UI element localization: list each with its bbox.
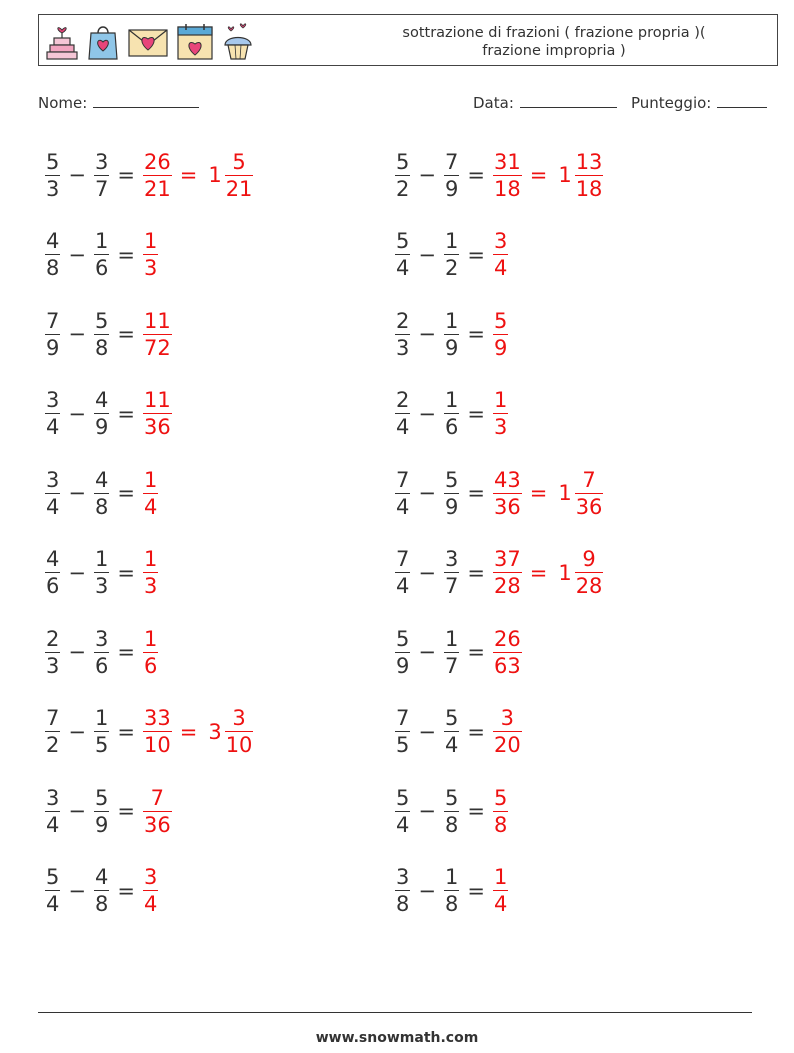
second-fraction-numerator: 3: [444, 547, 459, 571]
answer-fraction-numerator: 33: [143, 706, 171, 730]
answer-fraction: [493, 626, 522, 679]
second-fraction-numerator: 5: [94, 785, 109, 810]
answer-fraction-denominator: 4: [143, 494, 158, 519]
problem-8: [394, 384, 509, 444]
problem-5: [44, 304, 173, 364]
problem-17: [44, 781, 173, 841]
equals-sign: =: [467, 481, 485, 505]
second-fraction-denominator: 9: [444, 494, 459, 519]
answer-fraction: [493, 467, 522, 520]
first-fraction: [395, 546, 410, 599]
date-label: Data:: [473, 94, 514, 112]
answer-fraction-numerator: 26: [493, 626, 521, 651]
gift-bag-icon: [86, 21, 120, 61]
cake-icon: [45, 21, 79, 61]
equals-sign: =: [117, 640, 135, 664]
equals-sign: =: [467, 640, 485, 664]
first-fraction-numerator: 4: [46, 229, 60, 253]
first-fraction-numerator: 4: [46, 547, 60, 571]
second-fraction-numerator: 3: [94, 626, 109, 651]
minus-sign: −: [418, 799, 436, 823]
answer-fraction-numerator: 5: [493, 308, 508, 333]
problem-16: [394, 702, 523, 762]
answer-fraction: [493, 546, 522, 599]
answer-fraction-denominator: 63: [493, 653, 521, 678]
first-fraction-numerator: 2: [396, 308, 410, 333]
second-fraction-numerator: 1: [444, 229, 459, 253]
answer-fraction-numerator: 43: [493, 467, 521, 492]
second-fraction-numerator: 1: [444, 388, 459, 412]
first-fraction: [395, 308, 410, 361]
problem-20: [394, 861, 509, 921]
answer-fraction-denominator: 18: [493, 176, 521, 201]
first-fraction-numerator: 7: [396, 467, 410, 492]
minus-sign: −: [418, 719, 436, 744]
second-fraction: [444, 308, 459, 361]
mixed-whole-number: 3: [208, 719, 222, 744]
answer-fraction: [143, 387, 172, 440]
answer-fraction-numerator: 1: [143, 547, 158, 571]
first-fraction: [395, 864, 410, 917]
first-fraction-numerator: 3: [46, 467, 60, 492]
second-fraction-denominator: 8: [94, 494, 109, 519]
answer-fraction-numerator: 1: [143, 467, 158, 492]
second-fraction: [94, 387, 109, 440]
first-fraction: [45, 467, 60, 520]
answer-fraction-denominator: 36: [493, 494, 521, 519]
equals-sign: =: [467, 719, 485, 744]
second-fraction-numerator: 5: [444, 706, 459, 730]
second-fraction-numerator: 1: [94, 229, 109, 253]
minus-sign: −: [418, 481, 436, 505]
mixed-fraction-numerator: 13: [575, 149, 603, 174]
second-fraction-numerator: 5: [444, 467, 459, 492]
score-blank-line[interactable]: [717, 92, 767, 108]
first-fraction-denominator: 4: [46, 494, 60, 519]
answer-fraction-denominator: 21: [143, 176, 171, 201]
first-fraction-denominator: 4: [396, 494, 410, 519]
answer-fraction-numerator: 1: [493, 388, 508, 412]
minus-sign: −: [68, 560, 86, 585]
second-fraction: [444, 149, 459, 202]
answer-fraction: [143, 626, 158, 679]
answer-fraction-numerator: 3: [500, 706, 515, 730]
first-fraction: [395, 387, 410, 440]
first-fraction-denominator: 4: [396, 256, 410, 280]
equals-sign: =: [117, 242, 135, 267]
minus-sign: −: [68, 322, 86, 346]
problem-2: [394, 145, 604, 205]
answer-fraction-denominator: 8: [493, 812, 508, 837]
mixed-fraction-numerator: 7: [582, 467, 596, 492]
second-fraction: [444, 864, 459, 917]
answer-fraction: [493, 228, 508, 281]
second-fraction-denominator: 4: [444, 733, 459, 757]
minus-sign: −: [418, 640, 436, 664]
mixed-fraction-denominator: 10: [225, 733, 253, 757]
answer-fraction-numerator: 7: [150, 785, 165, 810]
equals-sign: =: [117, 878, 135, 903]
equals-sign: =: [467, 799, 485, 823]
answer-fraction-denominator: 10: [143, 733, 171, 757]
answer-fraction-numerator: 1: [143, 626, 158, 651]
answer-fraction-numerator: 26: [143, 149, 171, 174]
footer-url: www.snowmath.com: [315, 1030, 479, 1046]
second-fraction: [444, 387, 459, 440]
first-fraction: [45, 228, 60, 281]
minus-sign: −: [418, 401, 436, 426]
first-fraction-denominator: 3: [396, 335, 410, 360]
first-fraction-numerator: 2: [396, 388, 410, 412]
first-fraction: [45, 626, 60, 679]
answer-fraction-numerator: 31: [493, 149, 521, 174]
second-fraction-denominator: 5: [94, 733, 109, 757]
second-fraction: [94, 149, 109, 202]
second-fraction-denominator: 8: [444, 892, 459, 916]
second-fraction-denominator: 9: [94, 812, 109, 837]
answer-fraction: [143, 705, 172, 758]
second-fraction-numerator: 4: [94, 467, 109, 492]
minus-sign: −: [418, 560, 436, 585]
first-fraction-numerator: 3: [396, 865, 410, 889]
mixed-fraction: [225, 149, 254, 202]
calendar-heart-icon: [176, 21, 214, 61]
first-fraction-numerator: 5: [396, 149, 410, 174]
mixed-fraction-numerator: 9: [582, 547, 596, 571]
answer-fraction-denominator: 3: [143, 574, 158, 598]
first-fraction: [45, 864, 60, 917]
equals-sign: =: [117, 322, 135, 346]
mixed-fraction: [225, 705, 254, 758]
equals-sign: =: [467, 560, 485, 585]
second-fraction-numerator: 1: [444, 626, 459, 651]
first-fraction-numerator: 2: [46, 626, 60, 651]
answer-fraction-denominator: 3: [493, 415, 508, 439]
mixed-whole-number: 1: [558, 560, 572, 585]
name-field[interactable]: [38, 92, 199, 112]
mixed-equals-sign: =: [179, 163, 198, 187]
equals-sign: =: [117, 401, 135, 426]
first-fraction-denominator: 3: [46, 176, 60, 201]
first-fraction-numerator: 3: [46, 785, 60, 810]
mixed-whole-number: 1: [558, 481, 572, 505]
second-fraction-denominator: 6: [94, 653, 109, 678]
minus-sign: −: [418, 322, 436, 346]
mixed-fraction-denominator: 18: [575, 176, 603, 201]
first-fraction-numerator: 7: [396, 706, 410, 730]
mixed-fraction: [575, 467, 604, 520]
first-fraction-denominator: 5: [396, 733, 410, 757]
equals-sign: =: [117, 560, 135, 585]
first-fraction-numerator: 5: [396, 229, 410, 253]
first-fraction: [395, 626, 410, 679]
first-fraction-denominator: 9: [396, 653, 410, 678]
second-fraction: [94, 228, 109, 281]
first-fraction-denominator: 4: [396, 812, 410, 837]
equals-sign: =: [467, 401, 485, 426]
second-fraction-numerator: 4: [94, 388, 109, 412]
equals-sign: =: [117, 799, 135, 823]
name-blank-line[interactable]: [93, 92, 199, 108]
first-fraction-denominator: 4: [46, 892, 60, 916]
problem-3: [44, 225, 159, 285]
problem-4: [394, 225, 509, 285]
problem-14: [394, 622, 523, 682]
mixed-fraction-denominator: 21: [225, 176, 253, 201]
answer-fraction-denominator: 6: [143, 653, 158, 678]
first-fraction-numerator: 7: [46, 308, 60, 333]
second-fraction-denominator: 7: [444, 574, 459, 598]
problem-15: [44, 702, 254, 762]
first-fraction-denominator: 3: [46, 653, 60, 678]
header-box: [38, 14, 778, 66]
minus-sign: −: [68, 719, 86, 744]
second-fraction: [94, 864, 109, 917]
answer-fraction: [493, 149, 522, 202]
answer-fraction-numerator: 3: [143, 865, 158, 889]
second-fraction-denominator: 6: [444, 415, 459, 439]
minus-sign: −: [68, 640, 86, 664]
second-fraction: [94, 308, 109, 361]
first-fraction: [395, 228, 410, 281]
problem-18: [394, 781, 509, 841]
answer-fraction: [143, 546, 158, 599]
minus-sign: −: [418, 878, 436, 903]
second-fraction-numerator: 5: [94, 308, 109, 333]
second-fraction: [94, 626, 109, 679]
answer-fraction-numerator: 1: [493, 865, 508, 889]
first-fraction: [395, 149, 410, 202]
first-fraction-numerator: 5: [46, 149, 60, 174]
second-fraction-denominator: 9: [94, 415, 109, 439]
answer-fraction-denominator: 4: [143, 892, 158, 916]
first-fraction-denominator: 4: [46, 812, 60, 837]
date-blank-line[interactable]: [520, 92, 617, 108]
answer-fraction-denominator: 20: [493, 733, 521, 757]
answer-fraction: [143, 785, 172, 838]
icon-row: [45, 21, 255, 61]
first-fraction-denominator: 8: [396, 892, 410, 916]
first-fraction-denominator: 4: [396, 415, 410, 439]
problem-10: [394, 463, 604, 523]
minus-sign: −: [68, 401, 86, 426]
answer-fraction: [143, 864, 158, 917]
first-fraction-numerator: 5: [396, 785, 410, 810]
second-fraction-numerator: 1: [444, 865, 459, 889]
answer-fraction-numerator: 11: [143, 388, 171, 412]
mixed-fraction-denominator: 28: [575, 574, 603, 598]
answer-fraction-denominator: 4: [493, 892, 508, 916]
minus-sign: −: [68, 878, 86, 903]
problem-11: [44, 543, 159, 603]
mixed-equals-sign: =: [529, 560, 548, 585]
first-fraction-numerator: 5: [396, 626, 410, 651]
second-fraction-numerator: 1: [94, 706, 109, 730]
equals-sign: =: [467, 322, 485, 346]
second-fraction-denominator: 2: [444, 256, 459, 280]
mixed-fraction: [575, 149, 604, 202]
mixed-equals-sign: =: [179, 719, 198, 744]
mixed-equals-sign: =: [529, 481, 548, 505]
first-fraction: [45, 785, 60, 838]
answer-fraction-denominator: 3: [143, 256, 158, 280]
second-fraction-denominator: 7: [94, 176, 109, 201]
second-fraction-numerator: 5: [444, 785, 459, 810]
minus-sign: −: [68, 481, 86, 505]
equals-sign: =: [467, 242, 485, 267]
first-fraction: [45, 546, 60, 599]
equals-sign: =: [117, 719, 135, 744]
first-fraction-numerator: 7: [396, 547, 410, 571]
second-fraction-numerator: 4: [94, 865, 109, 889]
mixed-whole-number: 1: [208, 163, 222, 187]
problem-19: [44, 861, 159, 921]
date-field[interactable]: [473, 92, 617, 112]
answer-fraction-denominator: 4: [493, 256, 508, 280]
first-fraction: [395, 467, 410, 520]
answer-fraction: [143, 467, 158, 520]
first-fraction-denominator: 2: [396, 176, 410, 201]
second-fraction: [444, 467, 459, 520]
first-fraction-denominator: 4: [46, 415, 60, 439]
minus-sign: −: [68, 163, 86, 187]
second-fraction: [444, 228, 459, 281]
first-fraction-numerator: 7: [46, 706, 60, 730]
second-fraction-numerator: 3: [94, 149, 109, 174]
first-fraction-numerator: 3: [46, 388, 60, 412]
answer-fraction: [493, 864, 508, 917]
mixed-fraction: [575, 546, 604, 599]
second-fraction-denominator: 6: [94, 256, 109, 280]
answer-fraction: [143, 149, 172, 202]
answer-fraction-denominator: 36: [143, 415, 171, 439]
second-fraction: [444, 626, 459, 679]
worksheet-title: [339, 24, 769, 60]
equals-sign: =: [467, 163, 485, 187]
first-fraction: [395, 705, 410, 758]
minus-sign: −: [418, 163, 436, 187]
second-fraction: [444, 546, 459, 599]
equals-sign: =: [117, 163, 135, 187]
answer-fraction-denominator: 72: [143, 335, 171, 360]
answer-fraction: [493, 705, 522, 758]
answer-fraction-numerator: 5: [493, 785, 508, 810]
problem-7: [44, 384, 173, 444]
problem-1: [44, 145, 254, 205]
problem-13: [44, 622, 159, 682]
second-fraction-denominator: 3: [94, 574, 109, 598]
name-label: Nome:: [38, 94, 88, 112]
second-fraction-denominator: 8: [94, 892, 109, 916]
second-fraction-numerator: 1: [444, 308, 459, 333]
mixed-whole-number: 1: [558, 163, 572, 187]
second-fraction-numerator: 1: [94, 547, 109, 571]
first-fraction: [45, 387, 60, 440]
mixed-fraction-denominator: 36: [575, 494, 603, 519]
answer-fraction-numerator: 1: [143, 229, 158, 253]
minus-sign: −: [68, 242, 86, 267]
mixed-fraction-numerator: 5: [232, 149, 246, 174]
second-fraction-denominator: 8: [94, 335, 109, 360]
second-fraction: [94, 785, 109, 838]
answer-fraction: [143, 228, 158, 281]
equals-sign: =: [467, 878, 485, 903]
second-fraction: [94, 467, 109, 520]
answer-fraction-denominator: 9: [493, 335, 508, 360]
first-fraction-denominator: 2: [46, 733, 60, 757]
mixed-fraction-numerator: 3: [232, 706, 246, 730]
first-fraction-denominator: 9: [46, 335, 60, 360]
answer-fraction: [493, 785, 508, 838]
answer-fraction-denominator: 36: [143, 812, 171, 837]
footer-divider: [38, 1012, 752, 1013]
love-letter-icon: [127, 21, 169, 61]
second-fraction-denominator: 8: [444, 812, 459, 837]
equals-sign: =: [117, 481, 135, 505]
second-fraction-denominator: 7: [444, 653, 459, 678]
first-fraction: [45, 705, 60, 758]
second-fraction: [444, 705, 459, 758]
minus-sign: −: [68, 799, 86, 823]
first-fraction: [395, 785, 410, 838]
answer-fraction: [493, 308, 508, 361]
minus-sign: −: [418, 242, 436, 267]
second-fraction-numerator: 7: [444, 149, 459, 174]
first-fraction: [45, 308, 60, 361]
second-fraction-denominator: 9: [444, 176, 459, 201]
first-fraction-denominator: 8: [46, 256, 60, 280]
score-label: Punteggio:: [631, 94, 712, 112]
answer-fraction-denominator: 28: [493, 574, 521, 598]
cupcake-icon: [221, 21, 255, 61]
answer-fraction-numerator: 3: [493, 229, 508, 253]
problem-12: [394, 543, 604, 603]
problem-9: [44, 463, 159, 523]
second-fraction-denominator: 9: [444, 335, 459, 360]
problem-6: [394, 304, 509, 364]
second-fraction: [444, 785, 459, 838]
answer-fraction-numerator: 37: [493, 547, 521, 571]
answer-fraction-numerator: 11: [143, 308, 171, 333]
mixed-equals-sign: =: [529, 163, 548, 187]
first-fraction-denominator: 6: [46, 574, 60, 598]
title-line-1: sottrazione di frazioni ( frazione propria )(: [402, 25, 706, 41]
first-fraction-numerator: 5: [46, 865, 60, 889]
score-field[interactable]: [631, 92, 767, 112]
answer-fraction: [143, 308, 172, 361]
second-fraction: [94, 546, 109, 599]
answer-fraction: [493, 387, 508, 440]
first-fraction: [45, 149, 60, 202]
title-line-2: frazione impropria ): [482, 43, 626, 59]
second-fraction: [94, 705, 109, 758]
first-fraction-denominator: 4: [396, 574, 410, 598]
